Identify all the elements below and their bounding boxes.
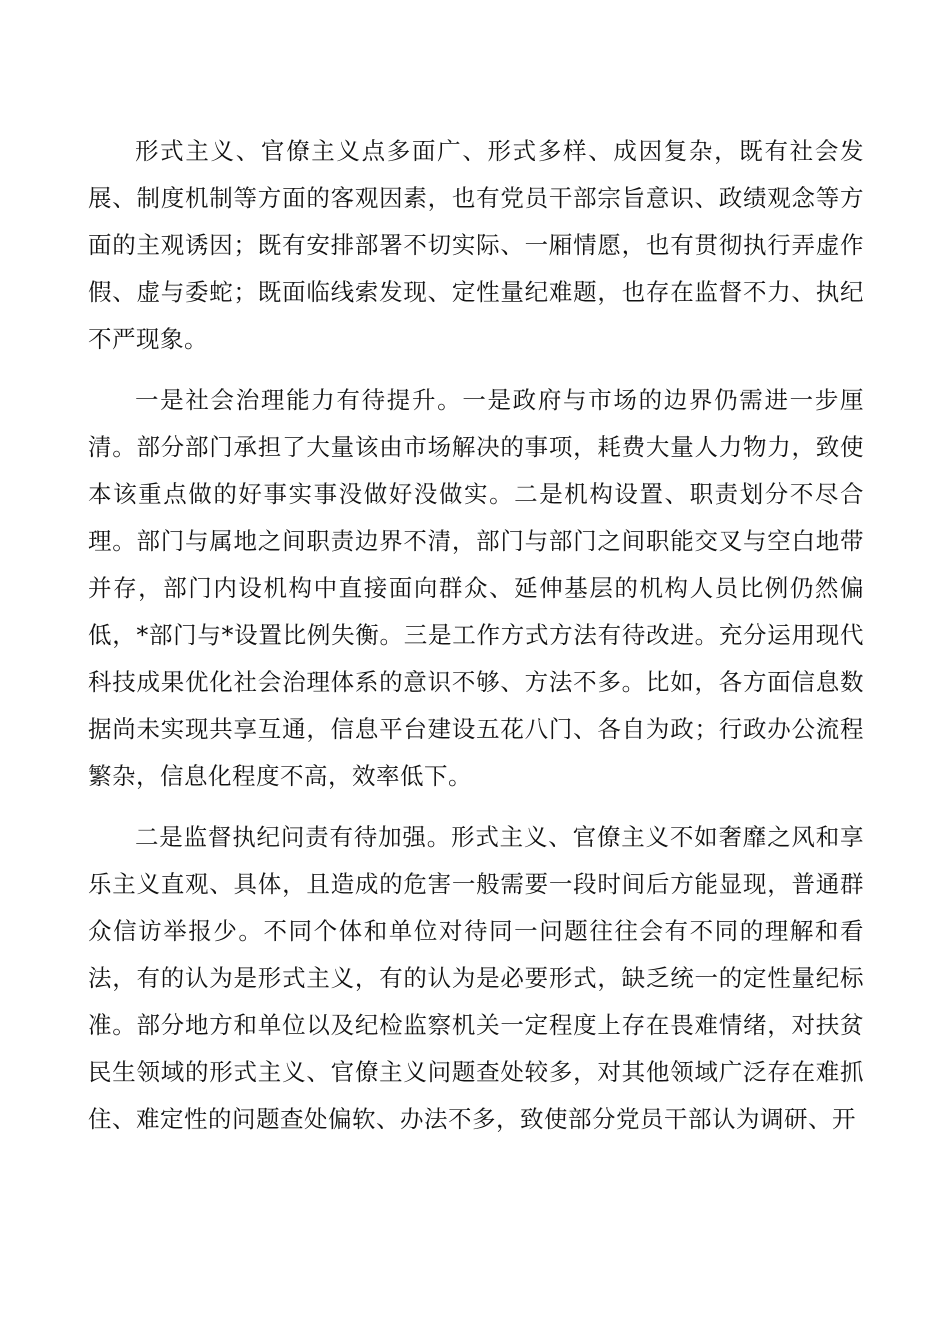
paragraph-intro: 形式主义、官僚主义点多面广、形式多样、成因复杂，既有社会发展、制度机制等方面的客观因素，也有党员干部宗旨意识、政绩观念等方面的主观诱因；既有安排部署不切实际、一厢情愿，也有贯彻执行弄虚作假、虚与委蛇；既面临线索发现、定性量纪难题，也存在监督不力、执纪不严现象。 [88, 137, 864, 353]
paragraph-supervision: 二是监督执纪问责有待加强。形式主义、官僚主义不如奢靡之风和享乐主义直观、具体，且造成的危害一般需要一段时间后方能显现，普通群众信访举报少。不同个体和单位对待同一问题往往会有不同的理解和看法，有的认为是形式主义，有的认为是必要形式，缺乏统一的定性量纪标准。部分地方和单位以及纪检监察机关一定程度上存在畏难情绪，对扶贫民生领域的形式主义、官僚主义问题查处较多，对其他领域广泛存在难抓住、难定性的问题查处偏软、办法不多，致使部分党员干部认为调研、开 [88, 823, 864, 1133]
document-body [88, 128, 864, 1157]
paragraph-social-governance: 一是社会治理能力有待提升。一是政府与市场的边界仍需进一步厘清。部分部门承担了大量该由市场解决的事项，耗费大量人力物力，致使本该重点做的好事实事没做好没做实。二是机构设置、职责划分不尽合理。部门与属地之间职责边界不清，部门与部门之间职能交叉与空白地带并存，部门内设机构中直接面向群众、延伸基层的机构人员比例仍然偏低，*部门与*设置比例失衡。三是工作方式方法有待改进。充分运用现代科技成果优化社会治理体系的意识不够、方法不多。比如，各方面信息数据尚未实现共享互通，信息平台建设五花八门、各自为政；行政办公流程繁杂，信息化程度不高，效率低下。 [88, 386, 864, 790]
